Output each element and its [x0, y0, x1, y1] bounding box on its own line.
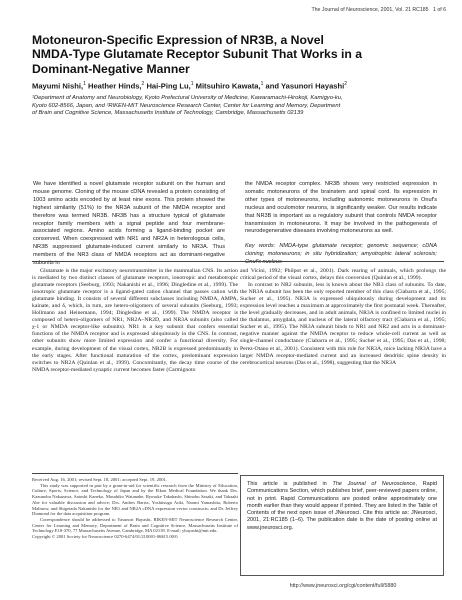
- author-4: Mitsuhiro Kawata,: [193, 81, 261, 91]
- rapid-communication-box: [240, 475, 444, 576]
- body-paragraph: In contrast to NR2 subunits, less is known about the NR3 class of subunits. To date, the NR3A subunit has been the only reported member of this class (Ciabarra et al., 1995; Sucher et al., 1995). NR3A is expressed ubiquitously during development and its expression level reaches a maximum at approximately the first postnatal week. Thereafter, the level gradually decreases, and in adult animals, NR3A is confined to limited nuclei in the thalamus, amygdala, and nucleus of the lateral olfactory tract (Ciabarra et al., 1995; Sucher et al., 1995). The NR3A subunit binds to NR1 and NR2 and acts in a dominant-negative manner against the NMDA receptor to reduce whole-cell current as well as single-channel conductance (Ciabarra et al., 1995; Sucher et al., 1995; Das et al., 1998; Perez-Otano et al., 2001). Consistent with this role for NR3A, mice lacking NR3A have a larger NMDA receptor-mediated current and an increased dendritic spine density in cerebrocortical neurons (Das et al., 1998), suggesting that the NR3A: [240, 282, 446, 366]
- copyright-note: Copyright © 2001 Society for Neuroscience 0270-6474/01/210001-06$15.00/0: [32, 534, 178, 540]
- abstract-text-right: the NMDA receptor complex. NR3B shows very restricted expression in somatic motoneurons of the brainstem and spinal cord. Its expression in other types of motoneurons, including autonomic motoneurons in Onuf's nucleus and oculomotor neurons, is significantly weaker. Our results indicate that NR3B is important as a regulatory subunit that controls NMDA receptor transmission in motoneurons. It may be involved in the pathogenesis of neurodegenerative diseases involving motoneurons as well.: [245, 181, 437, 235]
- title-line-1: Motoneuron-Specific Expression of NR3B, a Novel: [32, 33, 324, 47]
- body-paragraph: and Vicini, 1992; Philpot et al., 2001). Dark rearing of animals, which prolongs the critical period of the visual cortex, delays this conversion (Quinlan et al., 1999).: [240, 268, 446, 282]
- author-3: Hai-Ping Lu,: [144, 81, 191, 91]
- journal-name: The Journal of Neuroscience: [332, 481, 416, 487]
- box-text-start: This article is published in: [247, 481, 333, 487]
- author-1-affil: 1: [83, 81, 86, 87]
- article-url[interactable]: [243, 583, 443, 589]
- abstract-divider: [32, 261, 444, 262]
- abstract-left-column: [33, 181, 225, 268]
- affiliations: [32, 95, 442, 118]
- body-left-column: [32, 268, 238, 374]
- affiliation-line-3: of Brain and Cognitive Science, Massachusetts Institute of Technology, Cambridge, Massachusetts 02139: [32, 110, 304, 117]
- abstract-text-left: We have identified a novel glutamate receptor subunit on the human and mouse genome. Cloning of the mouse cDNA revealed a protein consisting of 1003 amino acids encoded by at least nine exons. This protein showed the highest similarity (51%) to the NR3A subunit of the NMDA receptor and therefore was termed NR3B. NR3B has a structure typical of glutamate receptor family members with a signal peptide and four membrane-associated regions. Amino acids forming a ligand-binding pocket are conserved. When coexpressed with NR1 and NR2A in heterologous cells, NR3B suppressed glutamate-induced current similarly to NR3A. Thus members of the NR3 class of NMDA receptors act as dominant-negative subunits in: [33, 181, 225, 267]
- footnote-divider: [32, 473, 238, 474]
- received-dates: Received Aug. 16, 2001; revised Sept. 18, 2001; accepted Sept. 19, 2001.: [32, 477, 167, 482]
- body-right-column: [240, 268, 446, 367]
- keywords-list: NMDA-type glutamate receptor; genomic sequence; cDNA cloning; motoneurons; in situ hybridization; amyotrophic lateral sclerosis; Onuf's nucleus: [245, 243, 438, 266]
- abstract-right-column: [245, 181, 437, 267]
- journal-line: The Journal of Neuroscience, 2001, Vol. 21 RC185: [311, 7, 429, 13]
- affiliation-line-1: ¹Department of Anatomy and Neurobiology, Kyoto Prefectural University of Medicine, Kawaramachi-Hirokoji, Kamigyo-ku,: [32, 95, 343, 101]
- author-2-affil: 2: [141, 81, 145, 87]
- author-5: and Yasunori Hayashi: [263, 81, 345, 91]
- keywords: [245, 243, 437, 267]
- author-5-affil: 2: [344, 81, 348, 87]
- box-text-end: , Rapid Communications Section, which publishes brief, peer-reviewed papers online, not in print. Rapid Communications are posted online approximately one month earlier than they would appear if printed. They are listed in the Table of Contents of the next open issue of JNeurosci. Cite this article as: JNeurosci, 2001, 21:RC185 (1–6). The publication date is the date of posting online at www.jneurosci.org.: [247, 481, 437, 531]
- author-3-affil: 1: [190, 81, 194, 87]
- body-paragraph: Glutamate is the major excitatory neurotransmitter in the mammalian CNS. Its action is mediated by two distinct classes of glutamate receptors, ionotropic and metabotropic glutamate receptors (Seeburg, 1993; Nakanishi et al., 1996; Dingledine et al., 1999). The ionotropic glutamate receptor is a ligand-gated cation channel that passes cation with glutamate binding. It consists of several different subclasses including NMDA, AMPA, kainate, and δ, which, in turn, are hetero-oligomers of several subunits (Seeburg, 1993; Hollmann and Heinemann, 1994; Dingledine et al., 1999). The NMDA receptor is composed of hetero-oligomers of NR1, NR2A–NR2D, and NR3A subunits (also called χ-1 or NMDA receptor-like subunits). NR1 is a key subunit that confers essential functions of the NMDA receptor and is expressed ubiquitously in the CNS. In contrast, other subunits show more limited expression and confer a functional diversity. For example, during development of the visual cortex, NR2B is expressed predominantly in the early stages. After functional maturation of the cortex, predominant expression switches to NR2A (Quinlan et al., 1999). Concomitantly, the decay time course of the NMDA receptor-mediated synaptic current becomes faster (Carmignoto: [32, 268, 238, 373]
- author-list: [32, 81, 442, 91]
- running-header: [311, 7, 446, 13]
- keywords-label: Key words:: [245, 243, 276, 250]
- title-line-3: Dominant-Negative Manner: [32, 61, 190, 76]
- title-line-2: NMDA-Type Glutamate Receptor Subunit That Works in a: [32, 47, 362, 62]
- correspondence-note: Correspondence should be addressed to Yasunori Hayashi, RIKEN-MIT Neuroscience Research Center, Center for Learning and Memory, Department of Brain and Cognitive Science, Massachusetts Institute of Technology E18-370, 77 Massachusetts Avenue, Cambridge, MA 02139. E-mail: yhayashi@mit.edu.: [32, 516, 238, 534]
- author-4-affil: 1: [260, 81, 264, 87]
- article-url-link[interactable]: http://www.jneurosci.org/cgi/content/full/5880: [289, 583, 397, 589]
- funding-note: This study was supported in part by a grant-in-aid for scientific research from the Ministry of Education, Culture, Sports, Science, and Technology of Japan and by the Elkon Medical Foundation. We thank Drs. Kazunobu Nakazawa, Satoshi Kaneko, Masahiko Watanabe, Ryosuke Takahashi, Shinobu Sasaki, and Takaaki Abe for valuable discussion and advice; Drs. Andres Barria, Yoshitsugu Aoki, Naomi Yamashita, Roberto Malinow, and Shigetada Nakanishi for the NR1 and NR2A cDNA expression vector constructs; and Dr. Jeffrey Diamond for the data acquisition program.: [32, 482, 238, 517]
- article-title: [32, 33, 432, 76]
- footnotes: [32, 477, 238, 540]
- author-1: Mayumi Nishi,: [32, 81, 84, 91]
- page-of: 1 of 6: [433, 7, 446, 13]
- rapid-communication-text: [247, 481, 437, 532]
- author-2: Heather Hinds,: [85, 81, 142, 91]
- affiliation-line-2: Kyoto 602-8566, Japan, and ²RIKEN-MIT Neuroscience Research Center, Center for Learning and Memory, Department: [32, 102, 341, 109]
